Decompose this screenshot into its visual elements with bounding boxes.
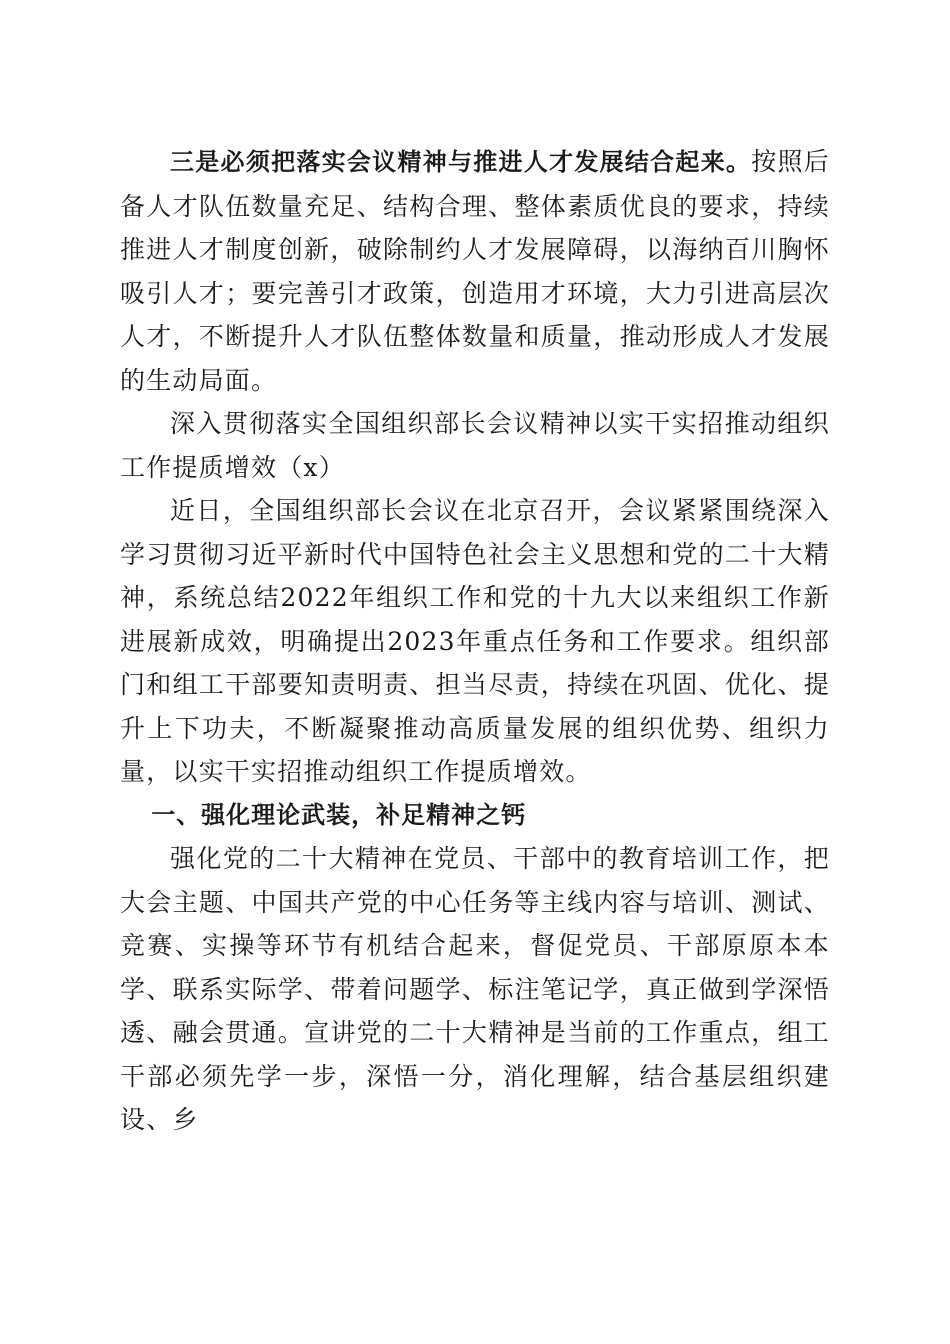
paragraph-lead-sentence: 三是必须把落实会议精神与推进人才发展结合起来。 — [170, 148, 752, 176]
article-title-line: 深入贯彻落实全国组织部长会议精神以实干实招推动组织工作提质增效（x） — [120, 409, 830, 482]
paragraph-meeting-summary: 近日，全国组织部长会议在北京召开，会议紧紧围绕深入学习贯彻习近平新时代中国特色社会主义思想和党的二十大精神，系统总结2022年组织工作和党的十九大以来组织工作新进展新成效，明确提出2023年重点任务和工作要求。组织部门和组工干部要知责明责、担当尽责，持续在巩固、优化、提升上下功夫，不断凝聚推动高质量发展的组织优势、组织力量，以实干实招推动组织工作提质增效。 — [120, 496, 830, 786]
paragraph-body-text: 按照后备人才队伍数量充足、结构合理、整体素质优良的要求，持续推进人才制度创新，破除制约人才发展障碍，以海纳百川胸怀吸引人才；要完善引才政策，创造用才环境，大力引进高层次人才，不断提升人才队伍整体数量和质量，推动形成人才发展的生动局面。 — [120, 147, 830, 395]
paragraph-talent-development — [120, 140, 830, 402]
document-body — [120, 140, 830, 1142]
paragraph-theory-training: 强化党的二十大精神在党员、干部中的教育培训工作，把大会主题、中国共产党的中心任务等主线内容与培训、测试、竞赛、实操等环节有机结合起来，督促党员、干部原原本本学、联系实际学、带着问题学、标注笔记学，真正做到学深悟透、融会贯通。宣讲党的二十大精神是当前的工作重点，组工干部必须先学一步，深悟一分，消化理解，结合基层组织建设、乡 — [120, 844, 830, 1134]
section-heading-1: 一、强化理论武装，补足精神之钙 — [151, 800, 527, 829]
